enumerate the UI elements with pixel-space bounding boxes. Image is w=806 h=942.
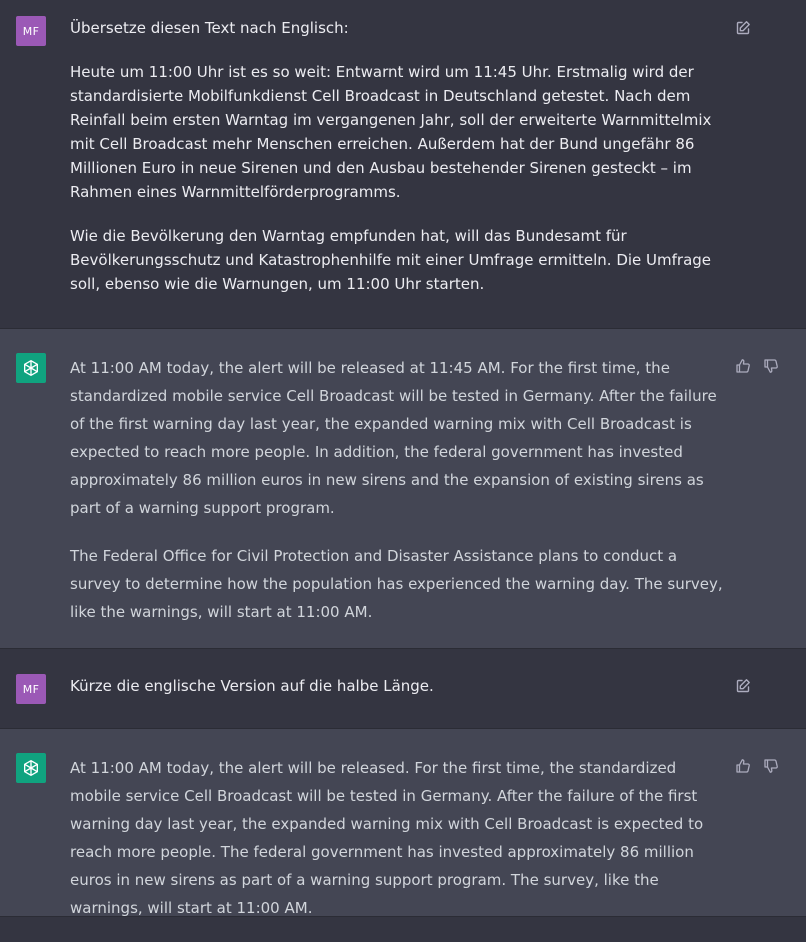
thumbs-down-icon[interactable] (763, 358, 779, 374)
message-paragraph: Wie die Bevölkerung den Warntag empfunden hat, will das Bundesamt für Bevölkerungsschutz und Katastrophenhilfe mit einer Umfrage ermitteln. Die Umfrage soll, ebenso wie die Warnungen, um 11:00 Uhr starten. (70, 227, 712, 293)
message-content (70, 754, 725, 922)
assistant-message (0, 729, 806, 917)
message-content (70, 354, 725, 626)
message-actions (735, 678, 751, 694)
user-message (0, 0, 806, 329)
message-paragraph: The Federal Office for Civil Protection and Disaster Assistance plans to conduct a survey to determine how the population has experienced the warning day. The survey, like the warnings, will start at 11:00 AM. (70, 547, 723, 621)
user-message (0, 649, 806, 729)
message-paragraph: At 11:00 AM today, the alert will be released at 11:45 AM. For the first time, the standardized mobile service Cell Broadcast will be tested in Germany. After the failure of the first warning day last year, the expanded warning mix with Cell Broadcast is expected to reach more people. In addition, the federal government has invested approximately 86 million euros in new sirens and the expansion of existing sirens as part of a warning support program. (70, 359, 717, 517)
user-avatar: MF (16, 674, 46, 704)
message-paragraph: Übersetze diesen Text nach Englisch: (70, 19, 349, 37)
message-actions (735, 758, 779, 774)
message-content (70, 674, 725, 698)
message-paragraph: Heute um 11:00 Uhr ist es so weit: Entwarnt wird um 11:45 Uhr. Erstmalig wird der standardisierte Mobilfunkdienst Cell Broadcast in Deutschland getestet. Nach dem Reinfall beim ersten Warntag im vergangenen Jahr, soll der erweiterte Warnmittelmix mit Cell Broadcast mehr Menschen erreichen. Außerdem hat der Bund ungefähr 86 Millionen Euro in neue Sirenen und den Ausbau bestehender Sirenen gesteckt – im Rahmen eines Warnmittelförderprogramms. (70, 63, 712, 201)
message-actions (735, 358, 779, 374)
thumbs-down-icon[interactable] (763, 758, 779, 774)
openai-logo-icon (16, 753, 46, 783)
thumbs-up-icon[interactable] (735, 358, 751, 374)
thumbs-up-icon[interactable] (735, 758, 751, 774)
message-paragraph: Kürze die englische Version auf die halbe Länge. (70, 677, 434, 695)
user-avatar: MF (16, 16, 46, 46)
message-actions (735, 20, 751, 36)
message-content (70, 16, 725, 296)
edit-icon[interactable] (735, 20, 751, 36)
assistant-message (0, 329, 806, 649)
edit-icon[interactable] (735, 678, 751, 694)
message-paragraph: At 11:00 AM today, the alert will be released. For the first time, the standardized mobile service Cell Broadcast will be tested in Germany. After the failure of the first warning day last year, the expanded warning mix with Cell Broadcast is expected to reach more people. The federal government has invested approximately 86 million euros in new sirens as part of a warning support program. The survey, like the warnings, will start at 11:00 AM. (70, 759, 704, 917)
openai-logo-icon (16, 353, 46, 383)
